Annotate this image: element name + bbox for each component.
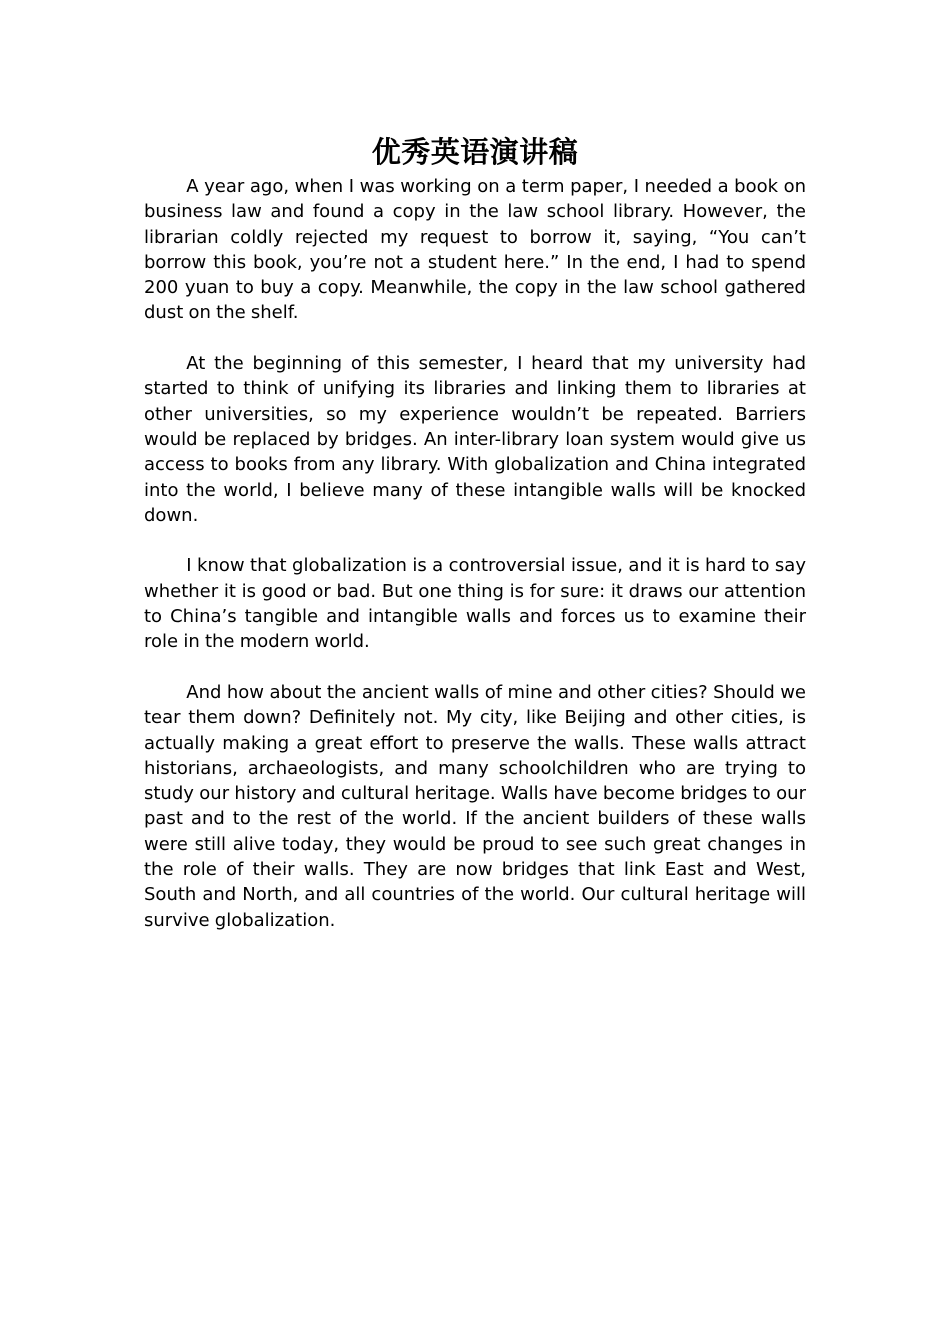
document-title: 优秀英语演讲稿 xyxy=(371,135,579,169)
paragraph-1: A year ago, when I was working on a term paper, I needed a book on business law and found a copy in the law school library. However, the librarian coldly rejected my request to borrow it, saying, “You can’t borrow this book, you’re not a student here.” In the end, I had to spend 200 yuan to buy a copy. Meanwhile, the copy in the law school gathered dust on the shelf. xyxy=(144,176,806,324)
paragraph-2: At the beginning of this semester, I heard that my university had started to think of unifying its libraries and linking them to libraries at other universities, so my experience wouldn’t be repeated. Barriers would be replaced by bridges. An inter-library loan system would give us access to books from any library. With globalization and China integrated into the world, I believe many of these intangible walls will be knocked down. xyxy=(144,353,806,526)
paragraph-4: And how about the ancient walls of mine and other cities? Should we tear them down? Definitely not. My city, like Beijing and other cities, is actually making a great effort to preserve the walls. These walls attract historians, archaeologists, and many schoolchildren who are trying to study our history and cultural heritage. Walls have become bridges to our past and to the rest of the world. If the ancient builders of these walls were still alive today, they would be proud to see such great changes in the role of their walls. They are now bridges that link East and West, South and North, and all countries of the world. Our cultural heritage will survive globalization. xyxy=(144,681,806,931)
document-body xyxy=(144,130,806,958)
paragraph-3: I know that globalization is a controversial issue, and it is hard to say whether it is good or bad. But one thing is for sure: it draws our attention to China’s tangible and intangible walls and forces us to examine their role in the modern world. xyxy=(144,555,806,653)
